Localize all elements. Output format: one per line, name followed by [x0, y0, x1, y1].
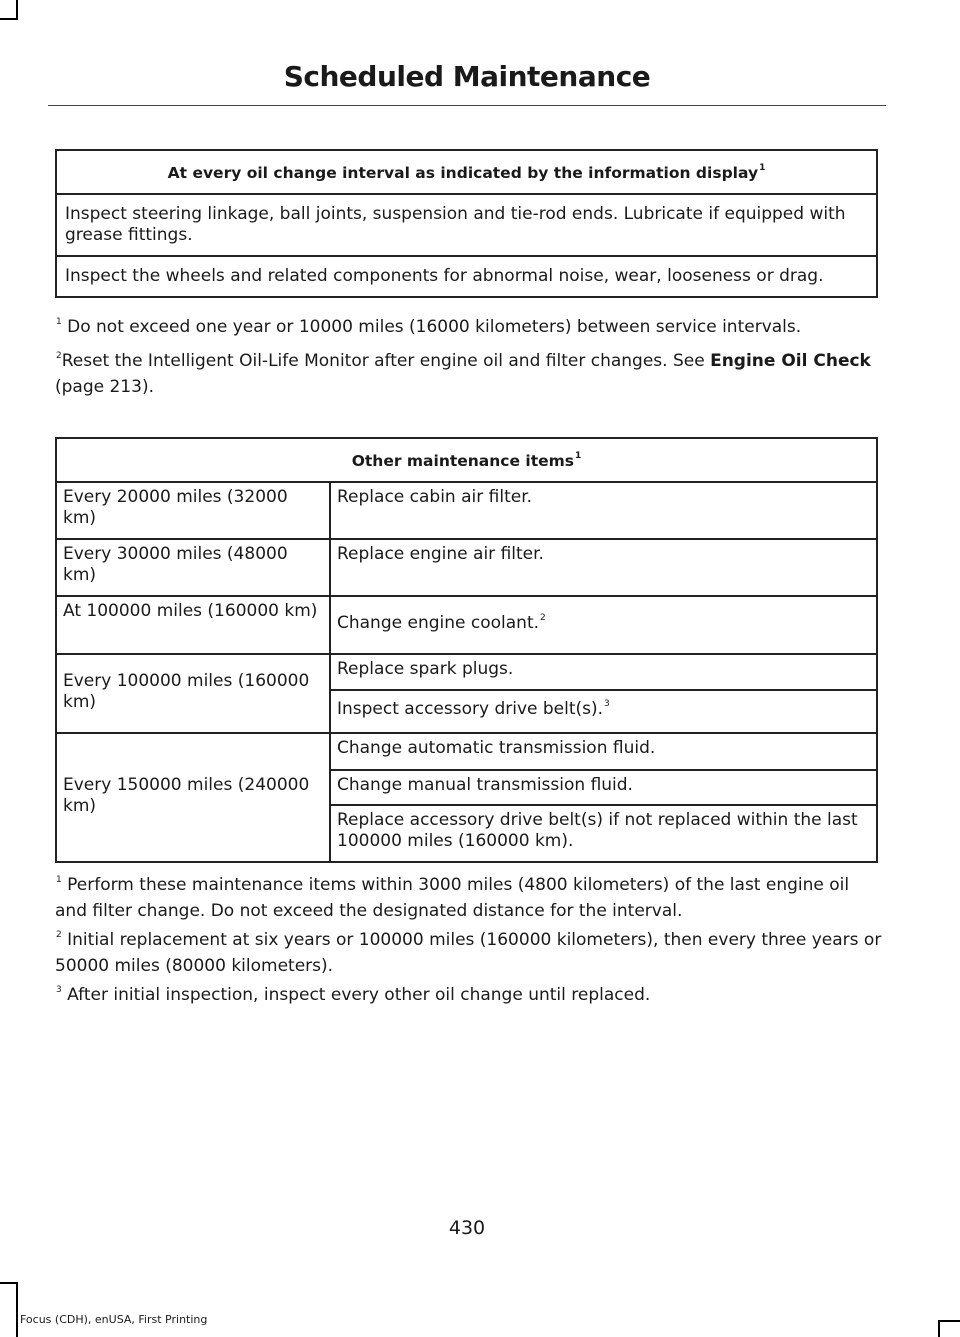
interval-cell: Every 100000 miles (160000 km): [56, 654, 330, 733]
table-cell: Inspect the wheels and related components for abnormal noise, wear, looseness or drag.: [56, 256, 877, 297]
table-cell: Inspect steering linkage, ball joints, suspension and tie-rod ends. Lubricate if equipped with grease fittings.: [56, 194, 877, 256]
crop-mark: [0, 1282, 18, 1284]
item-cell: Change manual transmission fluid.: [330, 770, 877, 805]
page-title: Scheduled Maintenance: [283, 60, 651, 93]
table-row: [56, 654, 877, 690]
footnote: $^1$ Do not exceed one year or 10000 miles (16000 kilometers) between service intervals.: [56, 317, 802, 337]
item-cell: Change automatic transmission fluid.: [330, 733, 877, 770]
item-cell: Replace accessory drive belt(s) if not replaced within the last 100000 miles (160000 km).: [330, 805, 877, 862]
table-header-row: [56, 438, 877, 482]
other-maintenance-table: [55, 437, 878, 863]
item-cell: Replace engine air filter.: [330, 539, 877, 596]
item-cell: Change engine coolant.$^2$: [330, 596, 877, 654]
table-row: [56, 256, 877, 297]
interval-cell: Every 150000 miles (240000 km): [56, 733, 330, 862]
footnote: $^2$ Initial replacement at six years or 100000 miles (160000 kilometers), then every three years or 50000 miles (80000 kilometers).: [55, 930, 882, 976]
crop-mark: [16, 0, 18, 20]
table-header-row: [56, 150, 877, 194]
table-row: [56, 596, 877, 654]
table-row: [56, 539, 877, 596]
crop-mark: [938, 1320, 960, 1322]
footer-text: Focus (CDH), enUSA, First Printing: [20, 1313, 208, 1326]
engine-oil-check-link[interactable]: Engine Oil Check: [710, 351, 871, 371]
table-header: Other maintenance items$^1$: [56, 438, 877, 482]
table-row: [56, 194, 877, 256]
crop-mark: [0, 18, 18, 20]
footnote: $^3$ After initial inspection, inspect every other oil change until replaced.: [56, 985, 651, 1005]
crop-mark: [16, 1282, 18, 1337]
table-row: [56, 733, 877, 770]
footnote: $^1$ Perform these maintenance items within 3000 miles (4800 kilometers) of the last engine oil and filter change. Do not exceed the designated distance for the interval.: [55, 875, 850, 921]
interval-cell: At 100000 miles (160000 km): [56, 596, 330, 654]
item-cell: Replace spark plugs.: [330, 654, 877, 690]
footnote: $^2$Reset the Intelligent Oil-Life Monitor after engine oil and filter changes. See Engine Oil Check (page 213).: [55, 351, 871, 397]
interval-cell: Every 30000 miles (48000 km): [56, 539, 330, 596]
table-row: [56, 482, 877, 539]
item-cell: Inspect accessory drive belt(s).$^3$: [330, 690, 877, 733]
title-divider: [48, 105, 886, 106]
interval-cell: Every 20000 miles (32000 km): [56, 482, 330, 539]
crop-mark: [938, 1320, 940, 1337]
table-header: At every oil change interval as indicated by the information display$^1$: [56, 150, 877, 194]
oil-change-interval-table: [55, 149, 878, 298]
page-number: 430: [448, 1217, 486, 1239]
item-cell: Replace cabin air filter.: [330, 482, 877, 539]
